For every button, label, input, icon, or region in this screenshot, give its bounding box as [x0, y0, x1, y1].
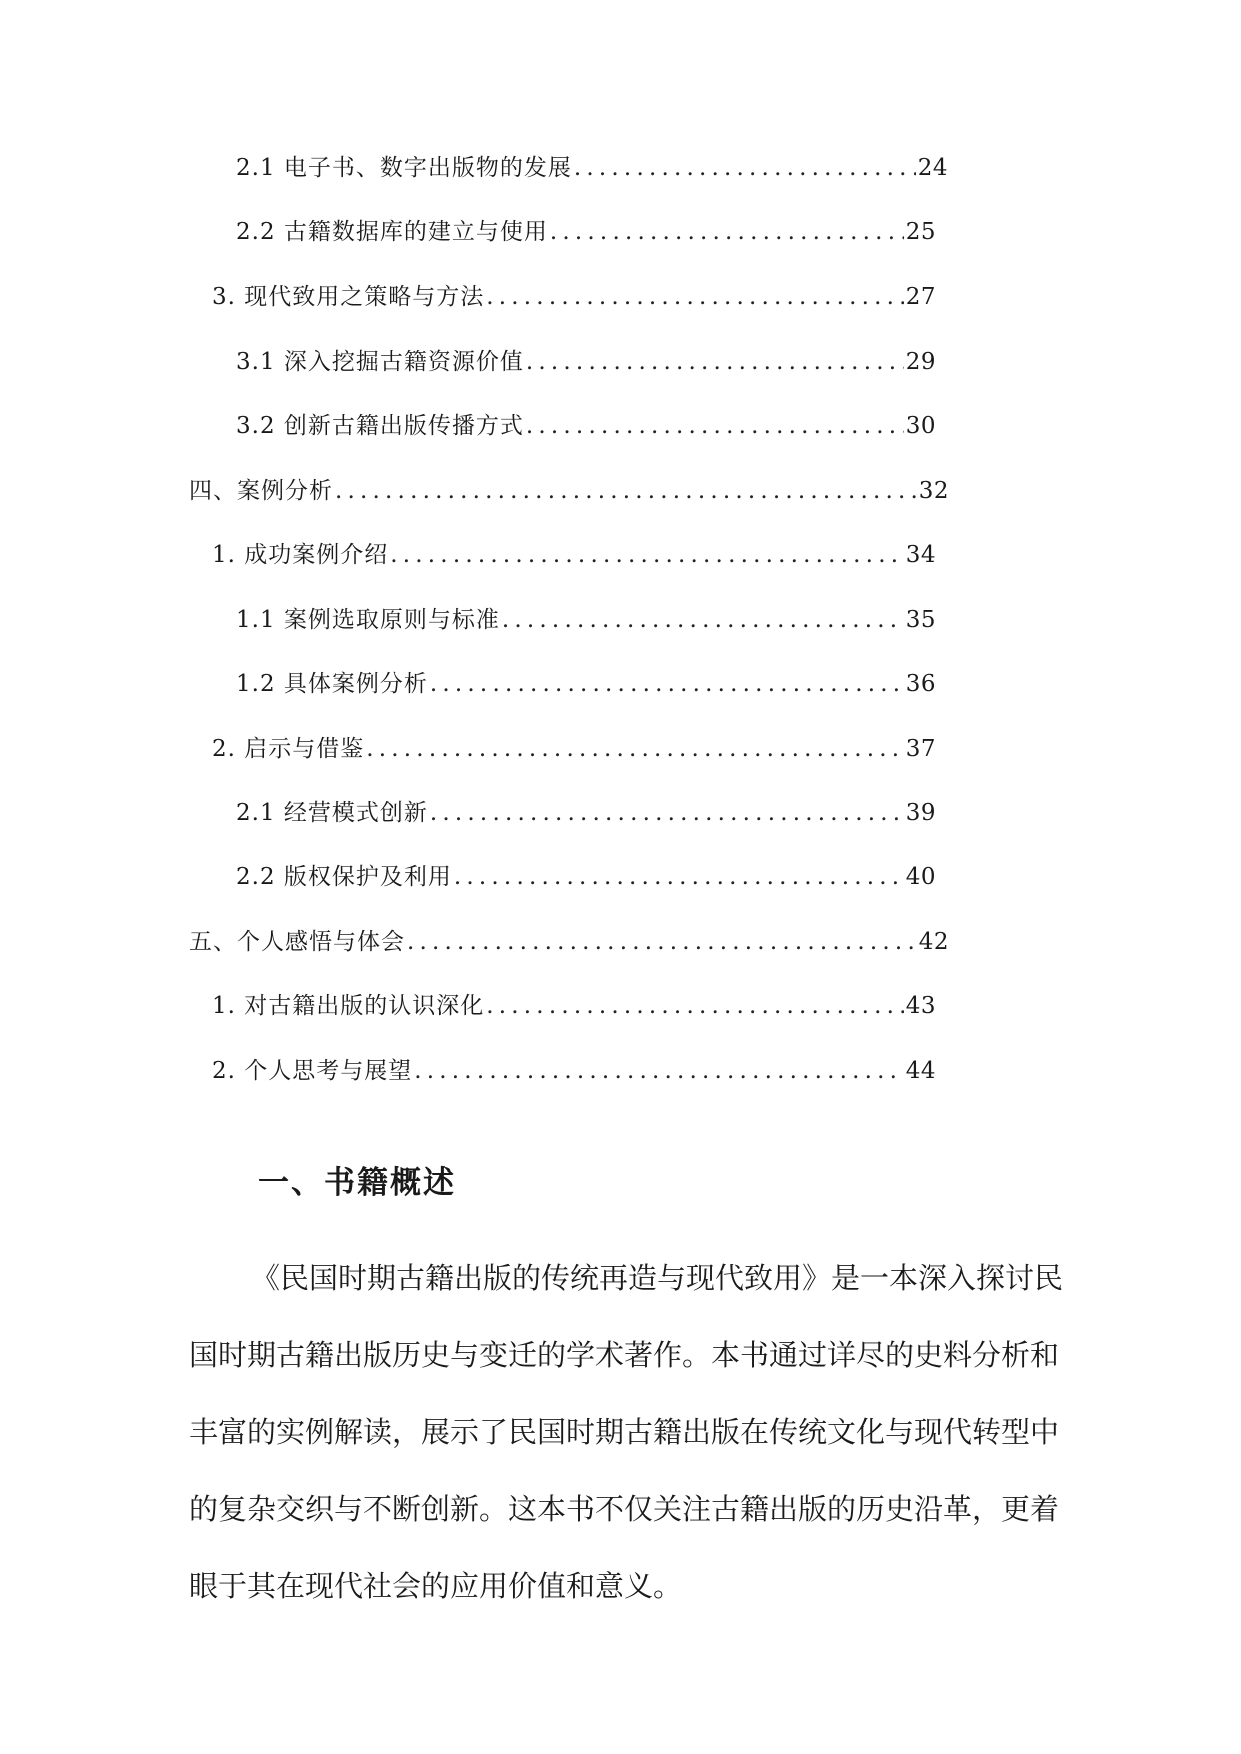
- paragraph-line: 《民国时期古籍出版的传统再造与现代致用》是一本深入探讨民: [251, 1261, 1064, 1295]
- toc-entry[interactable]: [236, 347, 936, 377]
- toc-leader-dots: [486, 282, 903, 312]
- toc-entry-page: 29: [905, 349, 936, 375]
- toc-leader-dots: [526, 347, 904, 377]
- toc-entry-page: 30: [905, 413, 936, 439]
- toc-leader-dots: [414, 1056, 903, 1086]
- paragraph-line: 丰富的实例解读，展示了民国时期古籍出版在传统文化与现代转型中: [189, 1415, 1060, 1449]
- toc-leader-dots: [550, 217, 904, 247]
- toc-entry-title: 3.2 创新古籍出版传播方式: [236, 413, 524, 439]
- toc-entry-page: 39: [905, 800, 936, 826]
- toc-entry-title: 2. 启示与借鉴: [212, 736, 365, 762]
- toc-entry[interactable]: [189, 927, 949, 957]
- toc-entry-title: 五、个人感悟与体会: [189, 929, 405, 955]
- toc-entry[interactable]: [236, 605, 936, 635]
- paragraph-line: 的复杂交织与不断创新。这本书不仅关注古籍出版的历史沿革，更着: [189, 1492, 1060, 1526]
- toc-entry-title: 1. 成功案例介绍: [212, 542, 389, 568]
- toc-leader-dots: [366, 734, 903, 764]
- toc-leader-dots: [407, 927, 917, 957]
- toc-entry-title: 1. 对古籍出版的认识深化: [212, 993, 485, 1019]
- toc-entry-title: 2.2 版权保护及利用: [236, 864, 452, 890]
- toc-entry[interactable]: [236, 411, 936, 441]
- toc-entry-title: 1.1 案例选取原则与标准: [236, 607, 500, 633]
- paragraph-line: 眼于其在现代社会的应用价值和意义。: [189, 1569, 683, 1603]
- toc-entry-page: 35: [905, 607, 936, 633]
- toc-entry-page: 32: [918, 478, 949, 504]
- toc-leader-dots: [335, 476, 917, 506]
- toc-leader-dots: [486, 991, 903, 1021]
- toc-entry[interactable]: [212, 991, 936, 1021]
- section-heading: 一、书籍概述: [258, 1165, 456, 1201]
- toc-entry[interactable]: [236, 669, 936, 699]
- toc-entry[interactable]: [236, 217, 936, 247]
- toc-entry-title: 2.2 古籍数据库的建立与使用: [236, 219, 548, 245]
- toc-leader-dots: [454, 862, 904, 892]
- toc-entry-page: 25: [905, 219, 936, 245]
- toc-entry[interactable]: [212, 1056, 936, 1086]
- toc-entry-page: 44: [905, 1058, 936, 1084]
- paragraph-line: 国时期古籍出版历史与变迁的学术著作。本书通过详尽的史料分析和: [189, 1338, 1060, 1372]
- toc-entry[interactable]: [236, 798, 936, 828]
- toc-entry-title: 3.1 深入挖掘古籍资源价值: [236, 349, 524, 375]
- toc-entry-page: 37: [905, 736, 936, 762]
- toc-entry-page: 24: [917, 155, 948, 181]
- toc-entry-title: 2.1 电子书、数字出版物的发展: [236, 155, 572, 181]
- toc-entry-page: 36: [905, 671, 936, 697]
- toc-leader-dots: [430, 798, 904, 828]
- toc-entry[interactable]: [189, 476, 949, 506]
- toc-entry-page: 34: [905, 542, 936, 568]
- toc-entry-title: 3. 现代致用之策略与方法: [212, 284, 485, 310]
- toc-entry-page: 27: [905, 284, 936, 310]
- toc-leader-dots: [502, 605, 904, 635]
- toc-entry[interactable]: [212, 540, 936, 570]
- toc-entry[interactable]: [236, 862, 936, 892]
- toc-entry-page: 42: [918, 929, 949, 955]
- toc-leader-dots: [390, 540, 903, 570]
- toc-entry[interactable]: [212, 734, 936, 764]
- body-paragraph: [189, 1240, 1064, 1625]
- toc-entry-title: 四、案例分析: [189, 478, 333, 504]
- toc-leader-dots: [526, 411, 904, 441]
- toc-entry-title: 2. 个人思考与展望: [212, 1058, 413, 1084]
- toc-entry[interactable]: [212, 282, 936, 312]
- toc-entry-title: 1.2 具体案例分析: [236, 671, 428, 697]
- toc-entry-page: 43: [905, 993, 936, 1019]
- toc-leader-dots: [574, 153, 916, 183]
- toc-leader-dots: [430, 669, 904, 699]
- toc-entry[interactable]: [236, 153, 948, 183]
- toc-entry-page: 40: [905, 864, 936, 890]
- toc-entry-title: 2.1 经营模式创新: [236, 800, 428, 826]
